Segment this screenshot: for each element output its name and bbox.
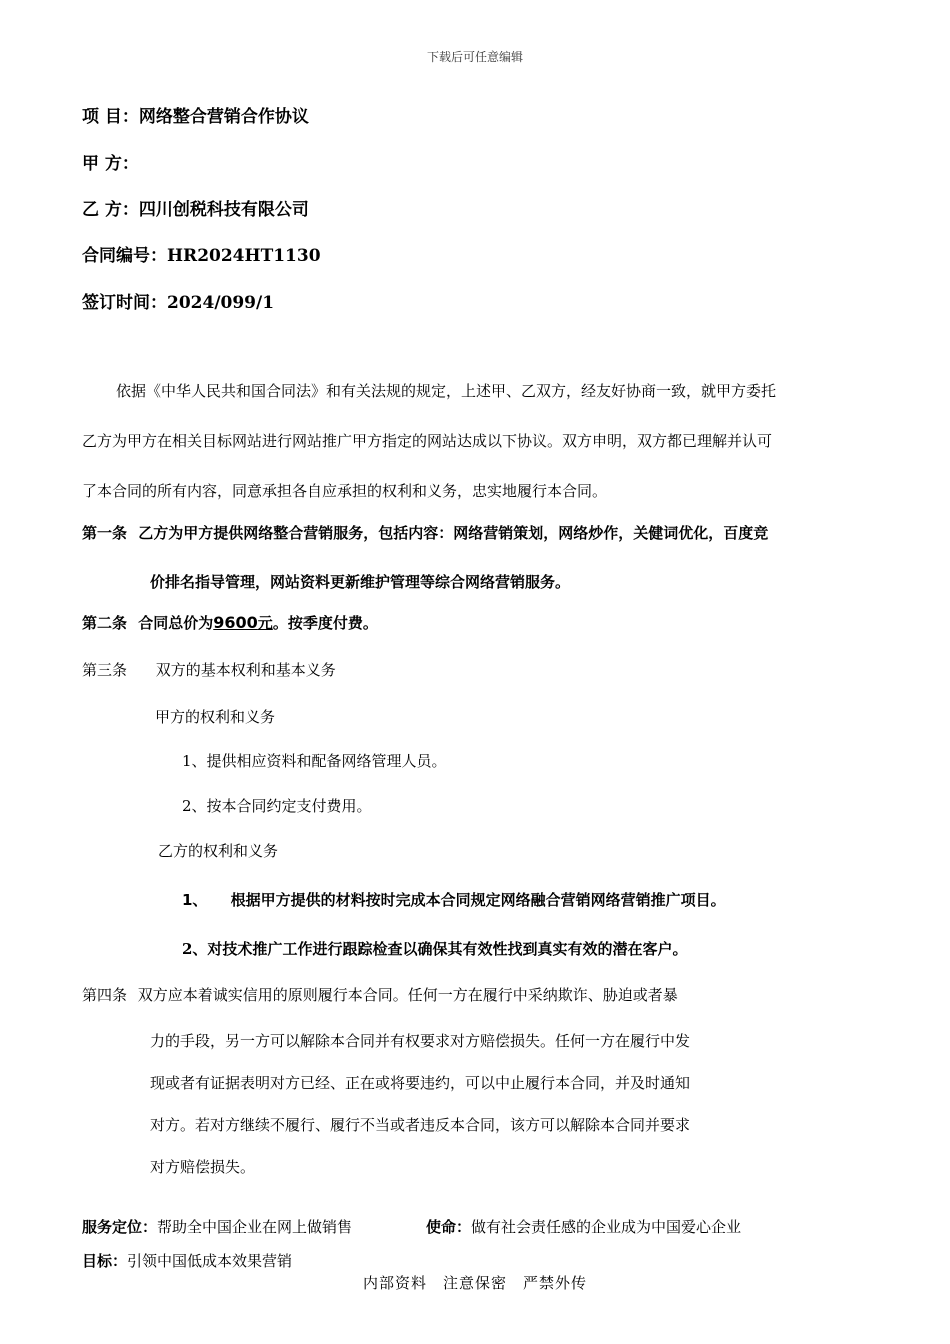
service-positioning-value: 帮助全中国企业在网上做销售 [157,1218,353,1236]
article-2-line [82,612,378,633]
page-header-note: 下载后可任意编辑 [426,50,523,64]
mission-value: 做有社会责任感的企业成为中国爱心企业 [471,1218,742,1236]
article-4-line-5: 对方赔偿损失。 [150,1158,256,1176]
article-3-heading [82,659,336,680]
party-a-duties-title: 甲方的权利和义务 [155,708,276,726]
intro-line-1: 依据《中华人民共和国合同法》和有关法规的规定，上述甲、乙双方，经友好协商一致，就甲方委托 [116,382,777,400]
sign-date-line [82,288,274,313]
article-3-label: 第三条 [82,661,128,679]
party-b-line [82,195,309,220]
goal-label: 目标： [82,1252,128,1270]
party-b-label: 乙 方： [82,200,139,220]
party-b-duty-1-text: 根据甲方提供的材料按时完成本合同规定网络融合营销网络营销推广项目。 [230,891,726,909]
article-2-text-before: 合同总价为 [138,614,214,632]
article-1-line-2: 价排名指导管理，网站资料更新维护管理等综合网络营销服务。 [150,573,571,591]
article-4-text-1: 双方应本着诚实信用的原则履行本合同。任何一方在履行中采纳欺诈、胁迫或者暴 [137,986,678,1004]
sign-date-label: 签订时间： [82,293,167,313]
article-4-line-1 [82,984,678,1005]
party-b-duties-title: 乙方的权利和义务 [158,842,279,860]
sign-date-value: 2024/099/1 [167,293,275,313]
article-2-label: 第二条 [82,614,128,632]
party-b-duty-1-number: 1、 [182,891,208,909]
project-line [82,102,309,127]
article-4-label: 第四条 [82,986,128,1004]
party-a-line [82,149,139,174]
goal-value: 引领中国低成本效果营销 [127,1252,293,1270]
article-1-line-1 [82,522,768,543]
confidential-notice: 内部资料 注意保密 严禁外传 [362,1274,587,1292]
article-4-line-2: 力的手段，另一方可以解除本合同并有权要求对方赔偿损失。任何一方在履行中发 [150,1032,691,1050]
contract-price: 9600 [213,613,258,632]
mission-label: 使命： [426,1218,472,1236]
project-label: 项 目： [82,107,139,127]
contract-number-line [82,241,321,266]
party-b-duty-item [182,889,726,910]
article-3-title: 双方的基本权利和基本义务 [155,661,336,679]
service-positioning [82,1216,352,1237]
party-b-value: 四川创税科技有限公司 [138,200,309,220]
mission [426,1216,741,1237]
goal [82,1250,292,1271]
party-a-duty-item: 2、按本合同约定支付费用。 [182,797,372,815]
party-a-label: 甲 方： [82,154,139,174]
contract-number-value: HR2024HT1130 [167,246,321,266]
service-positioning-label: 服务定位： [82,1218,158,1236]
project-value: 网络整合营销合作协议 [138,107,309,127]
article-1-text-1: 乙方为甲方提供网络整合营销服务，包括内容：网络营销策划，网络炒作，关健词优化，百度竞 [138,524,769,542]
contract-number-label: 合同编号： [82,246,167,266]
price-unit: 元 [257,614,273,632]
article-2-text-after: 。按季度付费。 [272,614,378,632]
article-4-line-4: 对方。若对方继续不履行、履行不当或者违反本合同，该方可以解除本合同并要求 [150,1116,691,1134]
article-1-label: 第一条 [82,524,128,542]
intro-line-2: 乙方为甲方在相关目标网站进行网站推广甲方指定的网站达成以下协议。双方申明，双方都已理解并认可 [82,432,773,450]
party-a-duty-item: 1、提供相应资料和配备网络管理人员。 [182,752,447,770]
party-b-duty-item: 2、对技术推广工作进行跟踪检查以确保其有效性找到真实有效的潜在客户。 [182,940,688,958]
intro-line-3: 了本合同的所有内容，同意承担各自应承担的权利和义务，忠实地履行本合同。 [82,482,608,500]
article-4-line-3: 现或者有证据表明对方已经、正在或将要违约，可以中止履行本合同，并及时通知 [150,1074,691,1092]
